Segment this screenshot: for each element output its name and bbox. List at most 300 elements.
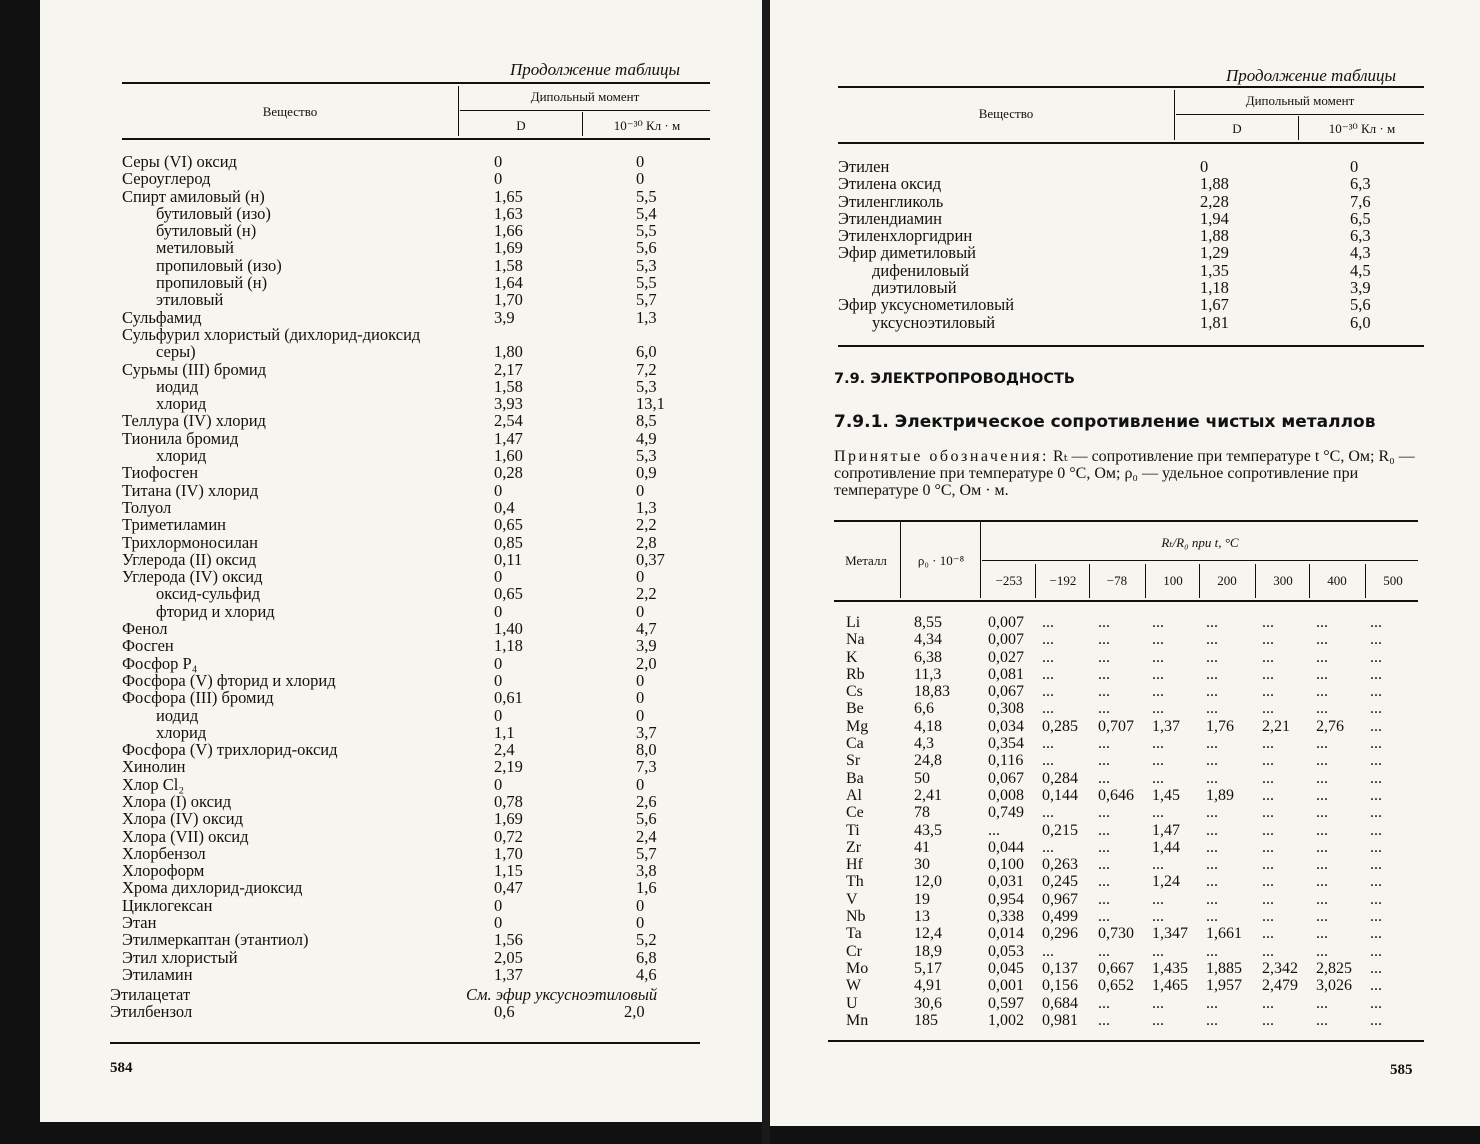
- dipole-d: 0,6: [494, 1002, 515, 1022]
- dipole-si: 0: [636, 895, 645, 915]
- ratio-value: ...: [1152, 769, 1164, 787]
- ratio-value: 0,338: [988, 908, 1024, 926]
- ratio-value: ...: [1098, 665, 1110, 683]
- metal-row: [834, 891, 1434, 908]
- table-row: [122, 741, 722, 758]
- dipole-d: 3,9: [494, 307, 515, 327]
- ratio-value: ...: [1262, 890, 1274, 908]
- metal-symbol: Ti: [846, 821, 860, 839]
- dipole-si: 5,6: [636, 238, 657, 258]
- metal-symbol: Cr: [846, 942, 862, 960]
- dipole-d: 1,88: [1200, 174, 1229, 194]
- dipole-d: 1,63: [494, 203, 523, 223]
- ratio-value: ...: [1152, 804, 1164, 822]
- dipole-d: 0,28: [494, 463, 523, 483]
- ratio-value: 0,245: [1042, 873, 1078, 891]
- dipole-si: 5,3: [636, 376, 657, 396]
- table-row: [838, 227, 1438, 244]
- temperature-header: 100: [1163, 573, 1183, 588]
- ratio-value: ...: [1316, 631, 1328, 649]
- metal-row: [834, 666, 1434, 683]
- dipole-si: 0: [1350, 157, 1359, 176]
- page-number: 584: [110, 1060, 133, 1076]
- dipole-si: 0: [636, 705, 645, 725]
- table-row: [122, 153, 722, 170]
- table-row: [122, 966, 722, 983]
- ratio-value: ...: [1206, 856, 1218, 874]
- dipole-d: 0: [494, 913, 503, 933]
- ratio-value: ...: [1370, 977, 1382, 995]
- substance-name: метиловый: [156, 238, 234, 258]
- ratio-value: ...: [1370, 769, 1382, 787]
- dipole-d: 2,28: [1200, 191, 1229, 211]
- dipole-d: 0: [494, 670, 503, 690]
- dipole-d: 2,4: [494, 740, 515, 760]
- table-row: [122, 949, 722, 966]
- dipole-table-body: [838, 158, 1438, 331]
- dipole-d: 2,05: [494, 947, 523, 967]
- dipole-si: 3,9: [636, 636, 657, 656]
- ratio-value: ...: [1206, 804, 1218, 822]
- ratio-value: ...: [1370, 873, 1382, 891]
- dipole-si: 2,8: [636, 532, 657, 552]
- ratio-value: ...: [1152, 908, 1164, 926]
- table-row: [122, 914, 722, 931]
- dipole-d: 1,60: [494, 446, 523, 466]
- notation-lead: Принятые обозначения:: [834, 448, 1049, 465]
- substance-name: Титана (IV) хлорид: [122, 480, 259, 500]
- ratio-value: 0,001: [988, 977, 1024, 995]
- ratio-value: 2,76: [1316, 717, 1344, 735]
- dipole-si: 5,7: [636, 290, 657, 310]
- dipole-si: 7,6: [1350, 191, 1371, 211]
- table-row: [110, 1003, 730, 1020]
- metal-symbol: Ba: [846, 769, 864, 787]
- temperature-divider: [1365, 564, 1366, 598]
- ratio-value: 1,76: [1206, 717, 1234, 735]
- dipole-si: 3,9: [1350, 278, 1371, 298]
- ratio-value: ...: [1098, 614, 1110, 631]
- ratio-value: ...: [1098, 890, 1110, 908]
- table-row: [122, 378, 722, 395]
- dipole-d: 1,81: [1200, 312, 1229, 332]
- dipole-d: 0: [1200, 157, 1209, 176]
- table-row: [122, 620, 722, 637]
- table-row: [122, 170, 722, 187]
- ratio-value: ...: [1370, 856, 1382, 874]
- dipole-d: 0,4: [494, 497, 515, 517]
- ratio-value: ...: [1316, 890, 1328, 908]
- substance-name: иодид: [156, 376, 199, 396]
- ratio-value: ...: [1042, 700, 1054, 718]
- dipole-si: 0: [636, 774, 645, 794]
- table-row: [122, 361, 722, 378]
- ratio-value: ...: [1098, 873, 1110, 891]
- ratio-value: ...: [1262, 942, 1274, 960]
- subsection-title: 7.9.1. Электрическое сопротивление чистых металлов: [834, 412, 1376, 432]
- ratio-value: ...: [1042, 942, 1054, 960]
- dipole-si: 7,2: [636, 359, 657, 379]
- substance-name: фторид и хлорид: [156, 601, 275, 621]
- table-row: [122, 776, 722, 793]
- dipole-d: 1,66: [494, 221, 523, 241]
- book-gutter: [762, 0, 770, 1144]
- table-row: [122, 793, 722, 810]
- dipole-si: 0: [636, 688, 645, 708]
- metal-symbol: Ca: [846, 735, 864, 753]
- resistivity-value: 4,91: [914, 977, 942, 995]
- ratio-value: ...: [1370, 735, 1382, 753]
- dipole-d: 0: [494, 567, 503, 587]
- dipole-si: 8,0: [636, 740, 657, 760]
- dipole-si: 0,37: [636, 549, 665, 569]
- substance-name: Хлора (VII) оксид: [122, 826, 249, 846]
- ratio-value: ...: [1370, 648, 1382, 666]
- temperature-divider: [1199, 564, 1200, 598]
- ratio-value: ...: [1206, 631, 1218, 649]
- dipole-si: 5,5: [636, 186, 657, 206]
- substance-name: Тионила бромид: [122, 428, 239, 448]
- ratio-value: ...: [1152, 735, 1164, 753]
- ratio-value: ...: [988, 821, 1000, 839]
- metal-row: [834, 873, 1434, 890]
- dipole-d: 1,70: [494, 290, 523, 310]
- header-unit-si: 10⁻³⁰ Кл · м: [613, 118, 681, 133]
- ratio-value: ...: [1370, 890, 1382, 908]
- table-row: [838, 244, 1438, 261]
- ratio-value: ...: [1262, 769, 1274, 787]
- ratio-value: ...: [1370, 700, 1382, 718]
- dipole-si: 4,6: [636, 964, 657, 984]
- substance-name: уксусноэтиловый: [872, 312, 996, 332]
- ratio-value: 0,034: [988, 717, 1024, 735]
- dipole-si: 0,9: [636, 463, 657, 483]
- substance-name: Эфир диметиловый: [838, 243, 977, 263]
- ratio-value: ...: [1316, 942, 1328, 960]
- metal-symbol: Mg: [846, 717, 869, 735]
- substance-name: Эфир уксуснометиловый: [838, 295, 1015, 315]
- dipole-d: 1,58: [494, 376, 523, 396]
- ratio-value: ...: [1098, 821, 1110, 839]
- ratio-value: 0,499: [1042, 908, 1078, 926]
- substance-name: Толуол: [122, 497, 172, 517]
- substance-name: Фосфора (V) фторид и хлорид: [122, 670, 336, 690]
- dipole-si: 2,4: [636, 826, 657, 846]
- metal-row: [834, 943, 1434, 960]
- dipole-d: 0: [494, 601, 503, 621]
- dipole-si: 7,3: [636, 757, 657, 777]
- resistivity-value: 8,55: [914, 614, 942, 631]
- ratio-value: ...: [1206, 665, 1218, 683]
- dipole-si: 6,0: [636, 342, 657, 362]
- ratio-value: 0,031: [988, 873, 1024, 891]
- ratio-value: ...: [1206, 700, 1218, 718]
- ratio-value: 1,44: [1152, 838, 1180, 856]
- dipole-si: 6,0: [1350, 312, 1371, 332]
- resistivity-value: 78: [914, 804, 930, 822]
- temperature-header: 500: [1383, 573, 1403, 588]
- ratio-value: ...: [1042, 735, 1054, 753]
- header-dipole: Дипольный момент: [1245, 93, 1355, 108]
- substance-name: хлорид: [156, 722, 207, 742]
- ratio-value: ...: [1262, 856, 1274, 874]
- ratio-value: ...: [1098, 942, 1110, 960]
- resistivity-value: 12,0: [914, 873, 942, 891]
- ratio-value: 0,137: [1042, 959, 1078, 977]
- ratio-value: ...: [1316, 1011, 1328, 1029]
- dipole-si: 0: [636, 152, 645, 171]
- resistivity-value: 24,8: [914, 752, 942, 770]
- dipole-si: 1,6: [636, 878, 657, 898]
- ratio-value: ...: [1042, 614, 1054, 631]
- substance-name: Этан: [122, 913, 157, 933]
- table-row: [838, 210, 1438, 227]
- ratio-value: 0,100: [988, 856, 1024, 874]
- notation-text: Rₜ — сопротивление при температуре t °C, Ом; R₀ — сопротивление при температуре 0 °C, Ом; ρ₀ — удельное сопротивление при температуре 0 °C, Ом · м.: [834, 448, 1415, 499]
- header-divider: [458, 86, 459, 136]
- dipole-si: 6,5: [1350, 208, 1371, 228]
- resistivity-value: 43,5: [914, 821, 942, 839]
- dipole-d: 1,1: [494, 722, 515, 742]
- ratio-value: ...: [1370, 804, 1382, 822]
- ratio-value: 1,24: [1152, 873, 1180, 891]
- substance-name: серы): [156, 342, 196, 362]
- ratio-value: 2,479: [1262, 977, 1298, 995]
- ratio-value: 1,45: [1152, 786, 1180, 804]
- metal-symbol: Mn: [846, 1011, 869, 1029]
- ratio-value: ...: [1370, 631, 1382, 649]
- resistivity-value: 30,6: [914, 994, 942, 1012]
- dipole-si: 1,3: [636, 307, 657, 327]
- ratio-value: ...: [1316, 908, 1328, 926]
- dipole-d: 1,67: [1200, 295, 1229, 315]
- ratio-value: 1,47: [1152, 821, 1180, 839]
- dipole-si: 5,3: [636, 446, 657, 466]
- cross-reference: См. эфир уксусноэтиловый: [466, 985, 658, 1004]
- resistivity-value: 5,17: [914, 959, 942, 977]
- table-bottom-rule: [838, 345, 1424, 347]
- metal-symbol: W: [846, 977, 862, 995]
- ratio-value: 0,014: [988, 925, 1024, 943]
- dipole-si: 4,3: [1350, 243, 1371, 263]
- dipole-si: 3,7: [636, 722, 657, 742]
- substance-name: Фенол: [122, 619, 168, 639]
- dipole-d: 0,47: [494, 878, 523, 898]
- table-row: [838, 279, 1438, 296]
- resistivity-value: 18,9: [914, 942, 942, 960]
- resistivity-value: 19: [914, 890, 930, 908]
- dipole-si: 5,5: [636, 221, 657, 241]
- ratio-value: 1,89: [1206, 786, 1234, 804]
- metal-row: [834, 718, 1434, 735]
- ratio-value: ...: [1206, 752, 1218, 770]
- table-row: [838, 262, 1438, 279]
- table-row: [122, 655, 722, 672]
- dipole-si: 5,3: [636, 255, 657, 275]
- dipole-d: 1,69: [494, 809, 523, 829]
- temperature-header: −78: [1106, 573, 1128, 588]
- temperature-divider: [1089, 564, 1090, 598]
- dipole-si: 0: [636, 169, 645, 189]
- dipole-d: 1,40: [494, 619, 523, 639]
- dipole-d: 1,37: [494, 964, 523, 984]
- ratio-value: ...: [1152, 700, 1164, 718]
- ratio-value: ...: [1370, 717, 1382, 735]
- ratio-value: ...: [1262, 700, 1274, 718]
- dipole-d: 0,72: [494, 826, 523, 846]
- table-row: [122, 810, 722, 827]
- ratio-value: ...: [1262, 665, 1274, 683]
- metal-table-body: [834, 614, 1434, 1029]
- table-row: [122, 482, 722, 499]
- table-row: [838, 296, 1438, 313]
- dipole-si: 0: [636, 913, 645, 933]
- ratio-value: ...: [1316, 648, 1328, 666]
- ratio-value: ...: [1316, 614, 1328, 631]
- dipole-d: 0,61: [494, 688, 523, 708]
- ratio-value: ...: [1152, 994, 1164, 1012]
- ratio-value: ...: [1370, 752, 1382, 770]
- temperature-divider: [1255, 564, 1256, 598]
- dipole-si: 6,3: [1350, 226, 1371, 246]
- table-row: [122, 516, 722, 533]
- temperature-header: −192: [1049, 573, 1077, 588]
- metal-row: [834, 683, 1434, 700]
- ratio-value: ...: [1206, 873, 1218, 891]
- metal-symbol: Ta: [846, 925, 862, 943]
- ratio-value: ...: [1316, 735, 1328, 753]
- ratio-value: ...: [1206, 769, 1218, 787]
- dipole-d: 1,69: [494, 238, 523, 258]
- header-divider: [1298, 116, 1299, 140]
- dipole-d: 1,18: [494, 636, 523, 656]
- page-number: 585: [1390, 1062, 1413, 1078]
- table-row: [122, 499, 722, 516]
- dipole-d: 1,56: [494, 930, 523, 950]
- left-page: [40, 0, 762, 1122]
- table-row: [122, 188, 722, 205]
- substance-name: Этилмеркаптан (этантиол): [122, 930, 309, 950]
- table-top-rule: [122, 82, 710, 84]
- ratio-value: ...: [1262, 873, 1274, 891]
- dipole-d: 0: [494, 152, 503, 171]
- metal-row: [834, 770, 1434, 787]
- metal-row: [834, 908, 1434, 925]
- dipole-d: 0: [494, 895, 503, 915]
- ratio-value: 1,435: [1152, 959, 1188, 977]
- ratio-value: 2,21: [1262, 717, 1290, 735]
- header-substance: Вещество: [978, 106, 1034, 121]
- table-row: [122, 464, 722, 481]
- ratio-value: ...: [1316, 769, 1328, 787]
- metal-symbol: Na: [846, 631, 865, 649]
- dipole-d: 1,80: [494, 342, 523, 362]
- dipole-d: 3,93: [494, 394, 523, 414]
- ratio-value: ...: [1098, 838, 1110, 856]
- dipole-si: 2,0: [624, 1002, 645, 1022]
- substance-name: хлорид: [156, 446, 207, 466]
- table-row: [122, 585, 722, 602]
- dipole-d: 2,17: [494, 359, 523, 379]
- dipole-d: 0,11: [494, 549, 523, 569]
- substance-name: Фосген: [122, 636, 174, 656]
- continuation-label: Продолжение таблицы: [510, 60, 681, 79]
- metal-row: [834, 735, 1434, 752]
- substance-name: Этилбензол: [110, 1002, 193, 1022]
- ratio-value: ...: [1098, 908, 1110, 926]
- ratio-value: ...: [1098, 648, 1110, 666]
- dipole-d: 1,65: [494, 186, 523, 206]
- ratio-value: ...: [1370, 994, 1382, 1012]
- metal-header-subrule: [982, 560, 1418, 561]
- dipole-si: 0: [636, 670, 645, 690]
- metal-symbol: Be: [846, 700, 864, 718]
- ratio-value: ...: [1262, 838, 1274, 856]
- metal-symbol: V: [846, 890, 858, 908]
- dipole-d: 0: [494, 774, 503, 794]
- ratio-value: ...: [1316, 786, 1328, 804]
- ratio-value: 1,465: [1152, 977, 1188, 995]
- ratio-value: ...: [1370, 821, 1382, 839]
- dipole-d: 0: [494, 705, 503, 725]
- dipole-d: 0,85: [494, 532, 523, 552]
- dipole-si: 2,6: [636, 791, 657, 811]
- resistivity-value: 2,41: [914, 786, 942, 804]
- ratio-value: ...: [1316, 821, 1328, 839]
- ratio-value: ...: [1042, 804, 1054, 822]
- ratio-value: 0,296: [1042, 925, 1078, 943]
- dipole-si: 0: [636, 480, 645, 500]
- ratio-value: ...: [1206, 994, 1218, 1012]
- dipole-d: 1,70: [494, 843, 523, 863]
- table-row: [122, 274, 722, 291]
- substance-name: Фосфор P₄: [122, 653, 198, 673]
- metal-row: [834, 977, 1434, 994]
- header-rho: ρ₀ · 10⁻⁸: [917, 553, 965, 568]
- ratio-value: ...: [1370, 786, 1382, 804]
- table-row: [122, 291, 722, 308]
- substance-name: Этиленгликоль: [838, 191, 944, 211]
- ratio-value: ...: [1042, 631, 1054, 649]
- ratio-value: 1,661: [1206, 925, 1242, 943]
- ratio-value: ...: [1042, 838, 1054, 856]
- dipole-d: 0: [494, 653, 503, 673]
- dipole-table-tail: [110, 986, 730, 1021]
- dipole-d: 2,54: [494, 411, 523, 431]
- substance-name: Фосфора (III) бромид: [122, 688, 274, 708]
- metal-row: [834, 752, 1434, 769]
- header-unit-d: D: [516, 118, 526, 133]
- table-row: [122, 828, 722, 845]
- dipole-d: 1,29: [1200, 243, 1229, 263]
- metal-symbol: Th: [846, 873, 864, 891]
- header-bottom-rule: [838, 142, 1424, 144]
- table-row: [122, 309, 722, 326]
- resistivity-value: 185: [914, 1011, 938, 1029]
- ratio-value: ...: [1262, 925, 1274, 943]
- table-top-rule: [838, 86, 1424, 88]
- ratio-value: ...: [1262, 752, 1274, 770]
- table-row: [122, 343, 722, 360]
- ratio-value: 0,156: [1042, 977, 1078, 995]
- right-page: [770, 0, 1480, 1126]
- table-row: [122, 395, 722, 412]
- substance-name: Хлорбензол: [122, 843, 206, 863]
- table-row: [122, 257, 722, 274]
- resistivity-value: 50: [914, 769, 930, 787]
- temperature-divider: [1145, 564, 1146, 598]
- ratio-value: 0,652: [1098, 977, 1134, 995]
